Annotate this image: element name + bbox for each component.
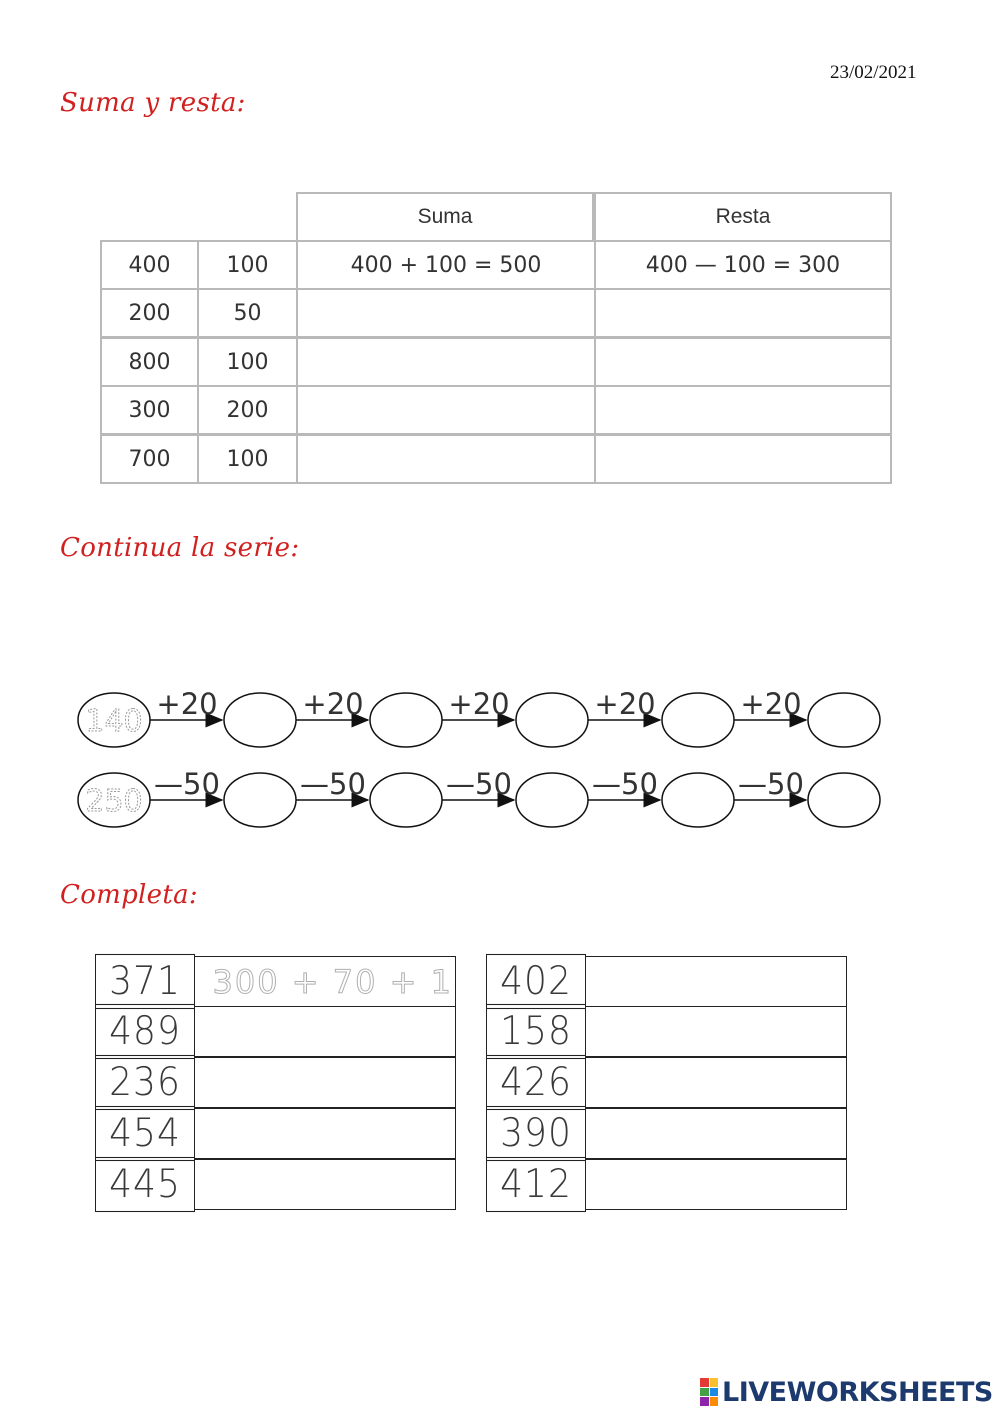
header-resta: Resta [594, 192, 892, 242]
suma-answer[interactable] [296, 434, 596, 484]
completa-answer[interactable] [585, 1006, 847, 1057]
cell-b: 100 [197, 434, 298, 484]
completa-table-right [486, 956, 847, 1211]
cell-b: 100 [197, 240, 298, 290]
series-diagram [70, 680, 890, 840]
completa-number: 454 [95, 1106, 195, 1161]
cell-a: 400 [100, 240, 199, 290]
resta-answer[interactable]: 400 — 100 = 300 [594, 240, 892, 290]
series-answer-oval[interactable] [224, 773, 296, 827]
table-row [95, 1057, 456, 1108]
cell-a: 800 [100, 337, 199, 387]
cell-b: 200 [197, 385, 298, 435]
completa-answer[interactable] [194, 1006, 456, 1057]
completa-number: 402 [486, 954, 586, 1009]
table-row [95, 1108, 456, 1159]
completa-answer[interactable] [585, 1108, 847, 1159]
series-step-label: +20 [448, 687, 510, 721]
completa-answer[interactable] [194, 1108, 456, 1159]
series-answer-oval[interactable] [370, 693, 442, 747]
series-answer-oval[interactable] [808, 773, 880, 827]
resta-answer[interactable] [594, 337, 892, 387]
completa-number: 412 [486, 1157, 586, 1212]
completa-table-left [95, 956, 456, 1211]
heading-continua-serie: Continua la serie: [60, 533, 300, 563]
series-answer-oval[interactable] [662, 773, 734, 827]
cell-a: 300 [100, 385, 199, 435]
table-row [486, 1057, 847, 1108]
completa-number: 426 [486, 1055, 586, 1110]
resta-answer[interactable] [594, 385, 892, 435]
series-step-label: +20 [302, 687, 364, 721]
completa-answer[interactable] [194, 1057, 456, 1108]
completa-number: 445 [95, 1157, 195, 1212]
completa-number: 371 [95, 954, 195, 1009]
series-step-label: +20 [740, 687, 802, 721]
completa-answer[interactable] [585, 1159, 847, 1210]
series-answer-oval[interactable] [516, 773, 588, 827]
series-step-label: —50 [738, 767, 804, 801]
series-step-label: +20 [156, 687, 218, 721]
series-start-number: 140 [85, 704, 143, 739]
completa-answer[interactable]: 300 + 70 + 1 [194, 956, 456, 1007]
brand-name: LIVEWORKSHEETS [722, 1376, 993, 1408]
liveworksheets-logo-icon [700, 1378, 718, 1406]
suma-answer[interactable] [296, 385, 596, 435]
header-suma: Suma [296, 192, 594, 242]
series-start-number: 250 [85, 784, 143, 819]
suma-resta-table [100, 192, 892, 484]
table-row [486, 1006, 847, 1057]
series-answer-oval[interactable] [516, 693, 588, 747]
heading-suma-resta: Suma y resta: [60, 88, 246, 118]
resta-answer[interactable] [594, 434, 892, 484]
series-step-label: —50 [446, 767, 512, 801]
suma-answer[interactable] [296, 288, 596, 338]
table-row [486, 956, 847, 1007]
series-answer-oval[interactable] [370, 773, 442, 827]
table-row [486, 1159, 847, 1210]
completa-number: 236 [95, 1055, 195, 1110]
resta-answer[interactable] [594, 288, 892, 338]
table-row [486, 1108, 847, 1159]
series-step-label: —50 [592, 767, 658, 801]
heading-completa: Completa: [60, 880, 198, 910]
series-answer-oval[interactable] [808, 693, 880, 747]
completa-answer[interactable] [585, 956, 847, 1007]
suma-answer[interactable]: 400 + 100 = 500 [296, 240, 596, 290]
suma-answer[interactable] [296, 337, 596, 387]
table-row [95, 1006, 456, 1057]
series-answer-oval[interactable] [224, 693, 296, 747]
completa-number: 390 [486, 1106, 586, 1161]
cell-a: 200 [100, 288, 199, 338]
completa-answer[interactable] [194, 1159, 456, 1210]
series-step-label: —50 [300, 767, 366, 801]
series-step-label: —50 [154, 767, 220, 801]
cell-b: 100 [197, 337, 298, 387]
series-row-add [78, 687, 880, 747]
series-answer-oval[interactable] [662, 693, 734, 747]
liveworksheets-logo[interactable] [700, 1376, 993, 1408]
completa-answer[interactable] [585, 1057, 847, 1108]
series-step-label: +20 [594, 687, 656, 721]
date: 23/02/2021 [830, 62, 917, 83]
table-row [95, 1159, 456, 1210]
series-row-subtract [78, 767, 880, 827]
completa-number: 489 [95, 1004, 195, 1059]
cell-b: 50 [197, 288, 298, 338]
table-row [95, 956, 456, 1007]
completa-number: 158 [486, 1004, 586, 1059]
cell-a: 700 [100, 434, 199, 484]
